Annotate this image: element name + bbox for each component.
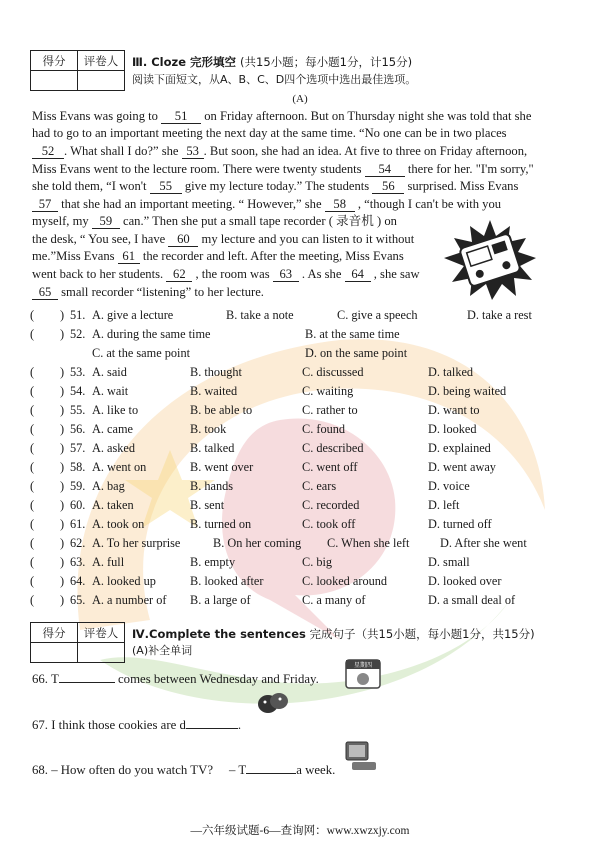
question-68: 68. – How often do you watch TV? – T a week. xyxy=(32,763,336,777)
option-a[interactable]: A. give a lecture xyxy=(92,308,174,322)
blank-60: 60 xyxy=(168,232,198,247)
blank-53: 53 xyxy=(182,144,204,159)
option-d[interactable]: D. turned off xyxy=(428,517,492,531)
option-b[interactable]: B. a large of xyxy=(190,593,251,607)
section4-sub: (A)补全单词 xyxy=(132,644,193,657)
option-b[interactable]: B. hands xyxy=(190,479,234,493)
answer-bracket-open[interactable]: ( xyxy=(30,536,35,550)
score-table-3 xyxy=(30,50,125,91)
option-b[interactable]: B. On her coming xyxy=(213,536,302,550)
option-c[interactable]: C. a many of xyxy=(302,593,366,607)
question-67: 67. I think those cookies are d . xyxy=(32,718,242,732)
question-row xyxy=(30,517,575,536)
option-c[interactable]: C. described xyxy=(302,441,364,455)
question-66: 66. T comes between Wednesday and Friday. xyxy=(32,672,319,686)
option-b[interactable]: B. waited xyxy=(190,384,238,398)
grader-cell[interactable] xyxy=(78,643,125,663)
answer-bracket-open[interactable]: ( xyxy=(30,460,35,474)
question-row xyxy=(30,441,575,460)
blank-54: 54 xyxy=(365,162,405,177)
score-cell[interactable] xyxy=(31,71,78,91)
blank-58: 58 xyxy=(325,197,355,212)
question-row xyxy=(30,460,575,479)
option-c[interactable]: C. discussed xyxy=(302,365,364,379)
option-a[interactable]: A. went on xyxy=(92,460,147,474)
question-row xyxy=(30,422,575,441)
option-c[interactable]: C. waiting xyxy=(302,384,354,398)
question-number: 58. xyxy=(70,460,86,474)
question-row xyxy=(30,327,575,346)
blank-51: 51 xyxy=(161,109,201,124)
answer-67-input[interactable] xyxy=(186,717,238,729)
question-row xyxy=(30,403,575,422)
answer-bracket-open[interactable]: ( xyxy=(30,555,35,569)
question-number: 61. xyxy=(70,517,86,531)
option-a[interactable]: A. a number of xyxy=(92,593,167,607)
score-table-4 xyxy=(30,622,125,663)
blank-62: 62 xyxy=(166,267,192,282)
question-number: 57. xyxy=(70,441,86,455)
option-b[interactable]: B. thought xyxy=(190,365,242,379)
option-d[interactable]: D. talked xyxy=(428,365,474,379)
question-number: 55. xyxy=(70,403,86,417)
blank-65: 65 xyxy=(32,285,58,300)
option-c[interactable]: C. give a speech xyxy=(337,308,418,322)
answer-bracket-close: ) xyxy=(60,574,65,588)
question-row xyxy=(30,536,575,555)
grader-label: 评卷人 xyxy=(78,51,125,71)
option-d[interactable]: D. on the same point xyxy=(305,346,408,360)
option-d[interactable]: D. explained xyxy=(428,441,491,455)
option-a[interactable]: A. full xyxy=(92,555,125,569)
calendar-icon xyxy=(344,658,382,690)
passage-line-7: myself, my 59 can.” Then she put a small tape recorder ( 录音机 ) on xyxy=(32,214,397,228)
question-number: 59. xyxy=(70,479,86,493)
option-d[interactable]: D. voice xyxy=(428,479,470,493)
option-d[interactable]: D. looked xyxy=(428,422,477,436)
question-number: 51. xyxy=(70,308,86,322)
question-number: 63. xyxy=(70,555,86,569)
tape-recorder-icon xyxy=(440,218,540,303)
score-cell[interactable] xyxy=(31,643,78,663)
option-c[interactable]: C. rather to xyxy=(302,403,358,417)
answer-bracket-close: ) xyxy=(60,403,65,417)
answer-bracket-open[interactable]: ( xyxy=(30,308,35,322)
answer-bracket-open[interactable]: ( xyxy=(30,327,35,341)
answer-bracket-close: ) xyxy=(60,460,65,474)
passage-line-9: me.”Miss Evans 61 the recorder and left. After the meeting, Miss Evans xyxy=(32,249,404,263)
blank-56: 56 xyxy=(372,179,404,194)
question-row xyxy=(30,593,575,612)
question-number: 62. xyxy=(70,536,86,550)
option-b[interactable]: B. take a note xyxy=(226,308,294,322)
option-b[interactable]: B. be able to xyxy=(190,403,253,417)
option-c[interactable]: C. went off xyxy=(302,460,358,474)
answer-bracket-open[interactable]: ( xyxy=(30,441,35,455)
answer-bracket-open[interactable]: ( xyxy=(30,384,35,398)
blank-63: 63 xyxy=(273,267,299,282)
question-row xyxy=(30,498,575,517)
option-b[interactable]: B. sent xyxy=(190,498,225,512)
option-d[interactable]: D. a small deal of xyxy=(428,593,516,607)
answer-bracket-close: ) xyxy=(60,327,65,341)
passage-line-1: Miss Evans was going to 51 on Friday afternoon. But on Thursday night she was told that she xyxy=(32,109,532,123)
option-d[interactable]: D. small xyxy=(428,555,470,569)
question-number: 64. xyxy=(70,574,86,588)
section3-title: Ⅲ. Cloze 完形填空 (共15小题；每小题1分，计15分) xyxy=(132,55,413,69)
option-d[interactable]: D. looked over xyxy=(428,574,502,588)
answer-bracket-close: ) xyxy=(60,384,65,398)
answer-bracket-close: ) xyxy=(60,498,65,512)
option-a[interactable]: A. bag xyxy=(92,479,125,493)
tv-watching-icon xyxy=(342,738,378,772)
passage-line-6: 57 that she had an important meeting. “ However,” she 58 , “though I can't be with you xyxy=(32,196,501,213)
answer-bracket-close: ) xyxy=(60,479,65,493)
section4-title: Ⅳ.Complete the sentences 完成句子（共15小题，每小题1分，共15分) xyxy=(132,627,535,641)
option-c[interactable]: C. ears xyxy=(302,479,337,493)
passage-label: (A) xyxy=(292,93,308,105)
blank-55: 55 xyxy=(150,179,182,194)
option-a[interactable]: A. looked up xyxy=(92,574,156,588)
option-b[interactable]: B. went over xyxy=(190,460,254,474)
passage-line-5: she told them, “I won't 55 give my lecture today.” The students 56 surprised. Miss Evans xyxy=(32,179,519,193)
answer-bracket-open[interactable]: ( xyxy=(30,498,35,512)
option-c[interactable]: C. big xyxy=(302,555,333,569)
answer-bracket-close: ) xyxy=(60,441,65,455)
question-row xyxy=(30,346,575,365)
option-b[interactable]: B. empty xyxy=(190,555,236,569)
option-a[interactable]: A. taken xyxy=(92,498,134,512)
answer-bracket-open[interactable]: ( xyxy=(30,479,35,493)
option-a[interactable]: A. came xyxy=(92,422,133,436)
option-a[interactable]: A. To her surprise xyxy=(92,536,181,550)
question-row xyxy=(30,308,575,327)
blank-59: 59 xyxy=(92,214,120,229)
option-b[interactable]: B. took xyxy=(190,422,227,436)
page-footer: —六年级试题-6—查询网：www.xwzxjy.com xyxy=(190,825,410,837)
answer-bracket-open[interactable]: ( xyxy=(30,422,35,436)
answer-68-input[interactable] xyxy=(246,762,296,774)
question-number: 56. xyxy=(70,422,86,436)
passage-line-11: 65 small recorder “listening” to her lecture. xyxy=(32,284,264,301)
passage-line-4: Miss Evans went to the lecture room. There were twenty students 54 there for her. "I'm sorry," xyxy=(32,162,534,176)
blank-64: 64 xyxy=(345,267,371,282)
section3-instruction: 阅读下面短文，从A、B、C、D四个选项中选出最佳选项。 xyxy=(132,73,417,86)
question-number: 53. xyxy=(70,365,86,379)
option-d[interactable]: D. left xyxy=(428,498,460,512)
passage-line-8: the desk, “ You see, I have 60 my lecture and you can listen to it without xyxy=(32,232,415,246)
option-d[interactable]: D. being waited xyxy=(428,384,507,398)
option-b[interactable]: B. looked after xyxy=(190,574,264,588)
option-a[interactable]: A. wait xyxy=(92,384,129,398)
option-b[interactable]: B. at the same time xyxy=(305,327,400,341)
answer-bracket-close: ) xyxy=(60,517,65,531)
option-c[interactable]: C. looked around xyxy=(302,574,388,588)
answer-bracket-close: ) xyxy=(60,422,65,436)
score-label: 得分 xyxy=(31,51,78,71)
question-row xyxy=(30,365,575,384)
svg-text:星期四: 星期四 xyxy=(353,662,373,669)
passage-line-3: 52 . What shall I do?” she 53 . But soon, she had an idea. At five to three on Friday afternoon, xyxy=(32,143,527,160)
score-label: 得分 xyxy=(31,623,78,643)
option-b[interactable]: B. talked xyxy=(190,441,235,455)
option-c[interactable]: C. found xyxy=(302,422,346,436)
blank-52: 52 xyxy=(32,144,64,159)
option-a[interactable]: A. took on xyxy=(92,517,145,531)
option-d[interactable]: D. take a rest xyxy=(467,308,532,322)
answer-bracket-close: ) xyxy=(60,555,65,569)
answer-66-input[interactable] xyxy=(59,671,115,683)
option-d[interactable]: D. went away xyxy=(428,460,496,474)
option-c[interactable]: C. recorded xyxy=(302,498,360,512)
question-number: 52. xyxy=(70,327,86,341)
grader-label: 评卷人 xyxy=(78,623,125,643)
blank-57: 57 xyxy=(32,197,58,212)
passage-line-10: went back to her students. 62 , the room was 63 . As she 64 , she saw xyxy=(32,267,420,281)
question-number: 65. xyxy=(70,593,86,607)
option-b[interactable]: B. turned on xyxy=(190,517,252,531)
option-a[interactable]: A. said xyxy=(92,365,127,379)
option-a[interactable]: A. during the same time xyxy=(92,327,211,341)
option-d[interactable]: D. After she went xyxy=(440,536,527,550)
question-number: 60. xyxy=(70,498,86,512)
passage-line-2: had to go to an important meeting the next day at the same time. “No one can be in two places xyxy=(32,126,507,140)
answer-bracket-open[interactable]: ( xyxy=(30,593,35,607)
question-row xyxy=(30,479,575,498)
question-row xyxy=(30,555,575,574)
question-row xyxy=(30,574,575,593)
grader-cell[interactable] xyxy=(78,71,125,91)
cookies-icon xyxy=(256,690,290,716)
option-c[interactable]: C. When she left xyxy=(327,536,410,550)
answer-bracket-open[interactable]: ( xyxy=(30,403,35,417)
answer-bracket-open[interactable]: ( xyxy=(30,365,35,379)
question-number: 54. xyxy=(70,384,86,398)
answer-bracket-open[interactable]: ( xyxy=(30,574,35,588)
answer-bracket-close: ) xyxy=(60,365,65,379)
option-c[interactable]: C. at the same point xyxy=(92,346,191,360)
option-a[interactable]: A. like to xyxy=(92,403,139,417)
option-a[interactable]: A. asked xyxy=(92,441,136,455)
answer-bracket-close: ) xyxy=(60,536,65,550)
option-d[interactable]: D. want to xyxy=(428,403,480,417)
question-row xyxy=(30,384,575,403)
blank-61: 61 xyxy=(118,249,140,264)
answer-bracket-open[interactable]: ( xyxy=(30,517,35,531)
option-c[interactable]: C. took off xyxy=(302,517,356,531)
answer-bracket-close: ) xyxy=(60,308,65,322)
answer-bracket-close: ) xyxy=(60,593,65,607)
